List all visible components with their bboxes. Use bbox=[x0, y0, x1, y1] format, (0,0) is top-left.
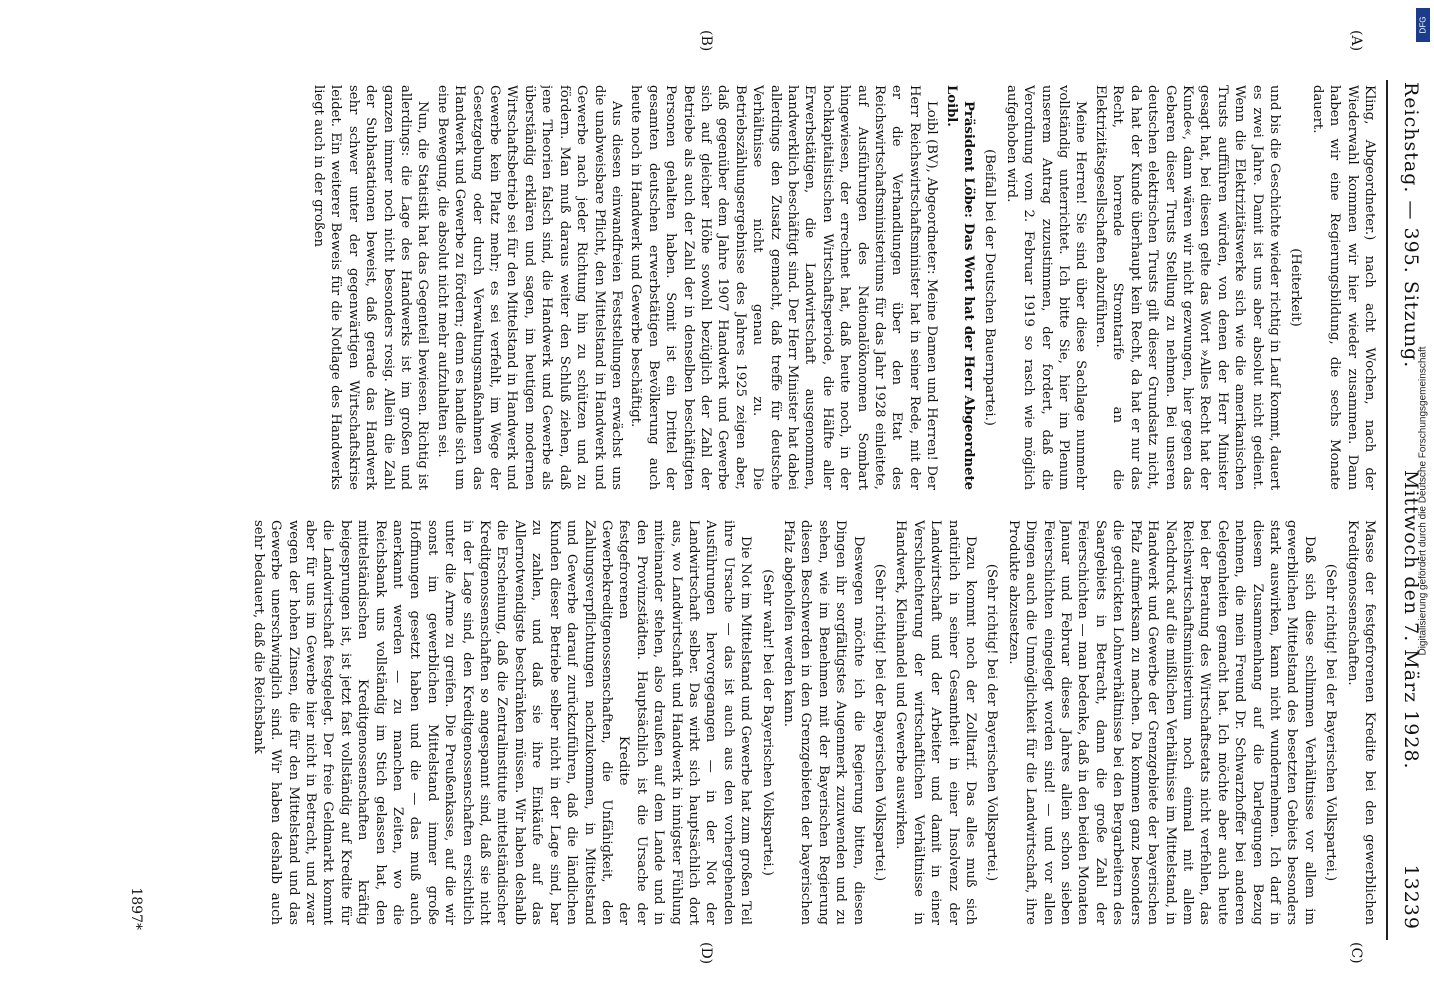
paragraph: Nun, die Statistik hat das Gegenteil bewiesen. Richtig ist allerdings: die Lage des Handwerks ist im großen und ganzen immer noch nicht besonders rosig. Allein die Zahl der Subhastationen beweist, daß gerade das Handwerk sehr schwer unter der gegenwärtigen Wirtschaftskrise leidet. Ein weiterer Beweis für die Notlage des Handwerks liegt auch in der großen bbox=[311, 85, 431, 490]
paragraph: Die Not im Mittelstand und Gewerbe hat zum großen Teil ihre Ursache — das ist auch aus den vorhergehenden Ausführungen hervorgegangen — in der Not der Landwirtschaft selber. Das wirkt sich hauptsächlich dort aus, wo Landwirtschaft und Handwerk in innigster Fühlung miteinander stehen, also draußen auf dem Lande und in den Provinzstädten. Hauptsächlich ist die Ursache der festgefrorenen Kredite der Gewerbekreditgenossenschaften, die Unfähigkeit, den Zahlungsverpflichtungen nachzukommen, in Mittelstand und Gewerbe darauf zurückzuführen, daß die ländlichen Kunden dieser Betriebe selber nicht in der Lage sind, bar zu zahlen, und daß sie ihre Einkäufe auf das Allernotwendigste beschränken müssen. Wir haben deshalb die Erscheinung, daß die Zentralinstitute mittelständischer Kreditgenossenschaften so angespannt sind, daß sie nicht in der Lage sind, den Kreditgenossenschaften ersichtlich unter die Arme zu greifen. Die Preußenkasse, auf die wir sonst im gewerblichen Mittelstand immer große Hoffnungen gesetzt haben und die — das muß auch anerkannt werden — zu manchen Zeiten, wo die Reichsbank uns vollständig im Stich gelassen hat, den mittelständischen Kreditgenossenschaften kräftig beigesprungen ist, ist jetzt fast vollständig auf Kredite für die Landwirtschaft festgelegt. Der freie Geldmarkt kommt aber für uns im Gewerbe hier nicht in Betracht, und zwar wegen der hohen Zinsen, die für den Mittelstand und das Gewerbe unerschwinglich sind. Wir haben deshalb auch sehr bedauert, daß die Reichsbank bbox=[250, 520, 754, 925]
paragraph: Masse der festgefrorenen Kredite bei den gewerblichen Kreditgenossenschaften. bbox=[1344, 520, 1377, 925]
paragraph: Aus diesen einwandfreien Feststellungen erwächst uns die unabweisbare Pflicht, den Mittelstand in Handwerk und Gewerbe nach jeder Richtung hin zu schützen und zu fördern. Man muß daraus weiter den Schluß ziehen, daß jene Theorien falsch sind, die Handwerk und Gewerbe als überständig erklären und sagen, im heutigen modernen Wirtschaftsbetrieb sei für den Mittelstand in Handwerk und Gewerbe kein Platz mehr; es sei verfehlt, im Wege der Gesetzgebung oder durch Verwaltungsmaßnahmen das Handwerk und Gewerbe zu fördern; denn es handle sich um eine Bewegung, die absolut nicht mehr aufzuhalten sei. bbox=[434, 85, 624, 490]
funding-notice: Digitalisierung gefördert durch die Deutsche Forschungsgemeinschaft bbox=[1417, 345, 1429, 656]
interjection: (Sehr wahr! bei der Bayerischen Volkspartei.) bbox=[759, 569, 775, 876]
funding-sidebar bbox=[1416, 8, 1430, 993]
paragraph: Daß sich diese schlimmen Verhältnisse vor allem im gewerblichen Mittelstand des besetzten Gebiets besonders stark auswirken, kann nicht wundernehmen. Ich darf in diesem Zusammenhang auf die Darlegungen Bezug nehmen, die mein Freund Dr. Schwarzhoffer bei anderen Gelegenheiten gemacht hat. Ich möchte aber auch heute bei der Beratung des Wirtschaftsetats nicht verfehlen, das Reichswirtschaftsministerium noch einmal mit allem Nachdruck auf die mißlichen Verhältnisse im Mittelstand, in Handwerk und Gewerbe der Grenzgebiete der bayerischen Pfalz aufmerksam zu machen. Da kommen ganz besonders die gedrückten Lohnverhältnisse bei den Bergarbeitern des Saargebiets in Betracht, dann die große Zahl der Feierschichten — man bedenke, daß in den beiden Monaten Januar und Februar dieses Jahres allein schon sieben Feierschichten eingelegt worden sind! — und vor allen Dingen auch die Unmöglichkeit für die Landwirtschaft, ihre Produkte abzusetzen. bbox=[1005, 520, 1317, 925]
dfg-logo-text: DFG bbox=[1418, 16, 1428, 34]
header-rule bbox=[1386, 80, 1388, 940]
margin-marker-c: (C) bbox=[1348, 942, 1364, 964]
column-right bbox=[148, 520, 1378, 925]
footer-number: 1897* bbox=[128, 887, 144, 930]
header-right: Mittwoch den 7. März 1928. bbox=[1400, 470, 1422, 770]
interjection: (Heiterkeit) bbox=[1288, 248, 1304, 327]
paragraph: Kling, Abgeordneter.) nach acht Wochen, nach der Wiederwahl kommen wir hier wieder zusammen. Dann haben wir eine Regierungsbildung, die sechs Monate dauert. bbox=[1309, 85, 1377, 490]
page-number: 13239 bbox=[1400, 864, 1422, 930]
speaker-paragraph: Loibl (BV), Abgeordneter: Meine Damen und Herren! Der Herr Reichswirtschaftsminister hat in seiner Rede, mit der er die Verhandlungen über den Etat des Reichswirtschaftsministeriums für das Jahr 1928 einleitete, auf Ausführungen des Nationalökonomen Sombart hingewiesen, der errechnet hat, daß heute noch, in der hochkapitalistischen Wirtschaftsperiode, die Hälfte aller Erwerbstätigen, die Landwirtschaft ausgenommen, handwerklich beschäftigt sind. Der Herr Minister hat dabei allerdings den Zusatz gemacht, daß treffe für deutsche Verhältnisse nicht genau zu. Die Betriebszählungsergebnisse des Jahres 1925 zeigen aber, daß gegenüber dem Jahre 1907 Handwerk und Gewerbe sich auf gleicher Höhe sowohl bezüglich der Zahl der Betriebe als auch der Zahl der in denselben beschäftigten Personen gehalten haben. Somit ist ein Drittel der gesamten deutschen erwerbstätigen Bevölkerung auch heute noch in Handwerk und Gewerbe beschäftigt. bbox=[628, 85, 940, 490]
margin-marker-b: (B) bbox=[698, 30, 714, 52]
interjection: (Sehr richtig! bei der Bayerischen Volkspartei.) bbox=[984, 563, 1000, 882]
speaker-paragraph: Präsident Löbe: Das Wort hat der Herr Abgeordnete Loibl. bbox=[943, 85, 977, 490]
paragraph: Deswegen möchte ich die Regierung bitten, diesen Dingen ihr sorgfältigstes Augenmerk zuzuwenden und zu sehen, wie im Benehmen mit der Bayerischen Regierung diesen Beschwerden in den Grenzgebieten der bayerischen Pfalz abgeholfen werden kann. bbox=[781, 520, 866, 925]
paragraph: Dazu kommt noch der Zolltarif. Das alles muß sich natürlich in seiner Gesamtheit in einer Insolvenz der Landwirtschaft und der Arbeiter und damit in einer Verschlechterung der wirtschaftlichen Verhältnisse in Handwerk, Kleinhandel und Gewerbe auswirken. bbox=[893, 520, 979, 925]
column-left bbox=[148, 85, 1378, 490]
dfg-logo bbox=[1416, 8, 1430, 42]
margin-marker-a: (A) bbox=[1348, 30, 1364, 52]
margin-marker-d: (D) bbox=[698, 942, 714, 965]
interjection: (Sehr richtig! bei der Bayerischen Volkspartei.) bbox=[1323, 563, 1339, 882]
interjection: (Beifall bei der Deutschen Bauernpartei.) bbox=[982, 149, 998, 426]
interjection: (Sehr richtig! bei der Bayerischen Volkspartei.) bbox=[872, 563, 888, 882]
paragraph: Meine Herren! Sie sind über diese Sachlage nunmehr vollständig unterrichtet. Ich bitte Sie, hier im Plenum unserem Antrag zuzustimmen, der fordert, daß die Verordnung vom 2. Februar 1919 so rasch wie möglich aufgehoben wird. bbox=[1003, 85, 1089, 490]
paragraph: und bis die Geschichte wieder richtig in Lauf kommt, dauert es zwei Jahre. Damit ist uns aber absolut nicht gedient. Wenn die Elektrizitätswerke sich wie die amerikanischen Trusts aufführen würden, von denen der Herr Minister gesagt hat, bei diesen gelte das Wort »Alles Recht hat der Kunde«, dann wären wir nicht gezwungen, hier gegen das Gebaren dieser Trusts Stellung zu nehmen. Bei unseren deutschen elektrischen Trusts gilt dieser Grundsatz nicht, da hat der Kunde überhaupt kein Recht, da hat er nur das Recht, horrende Stromtarife an die Elektrizitätsgesellschaften abzuführen. bbox=[1092, 85, 1282, 490]
header-left: Reichstag. — 395. Sitzung. bbox=[1400, 82, 1422, 369]
